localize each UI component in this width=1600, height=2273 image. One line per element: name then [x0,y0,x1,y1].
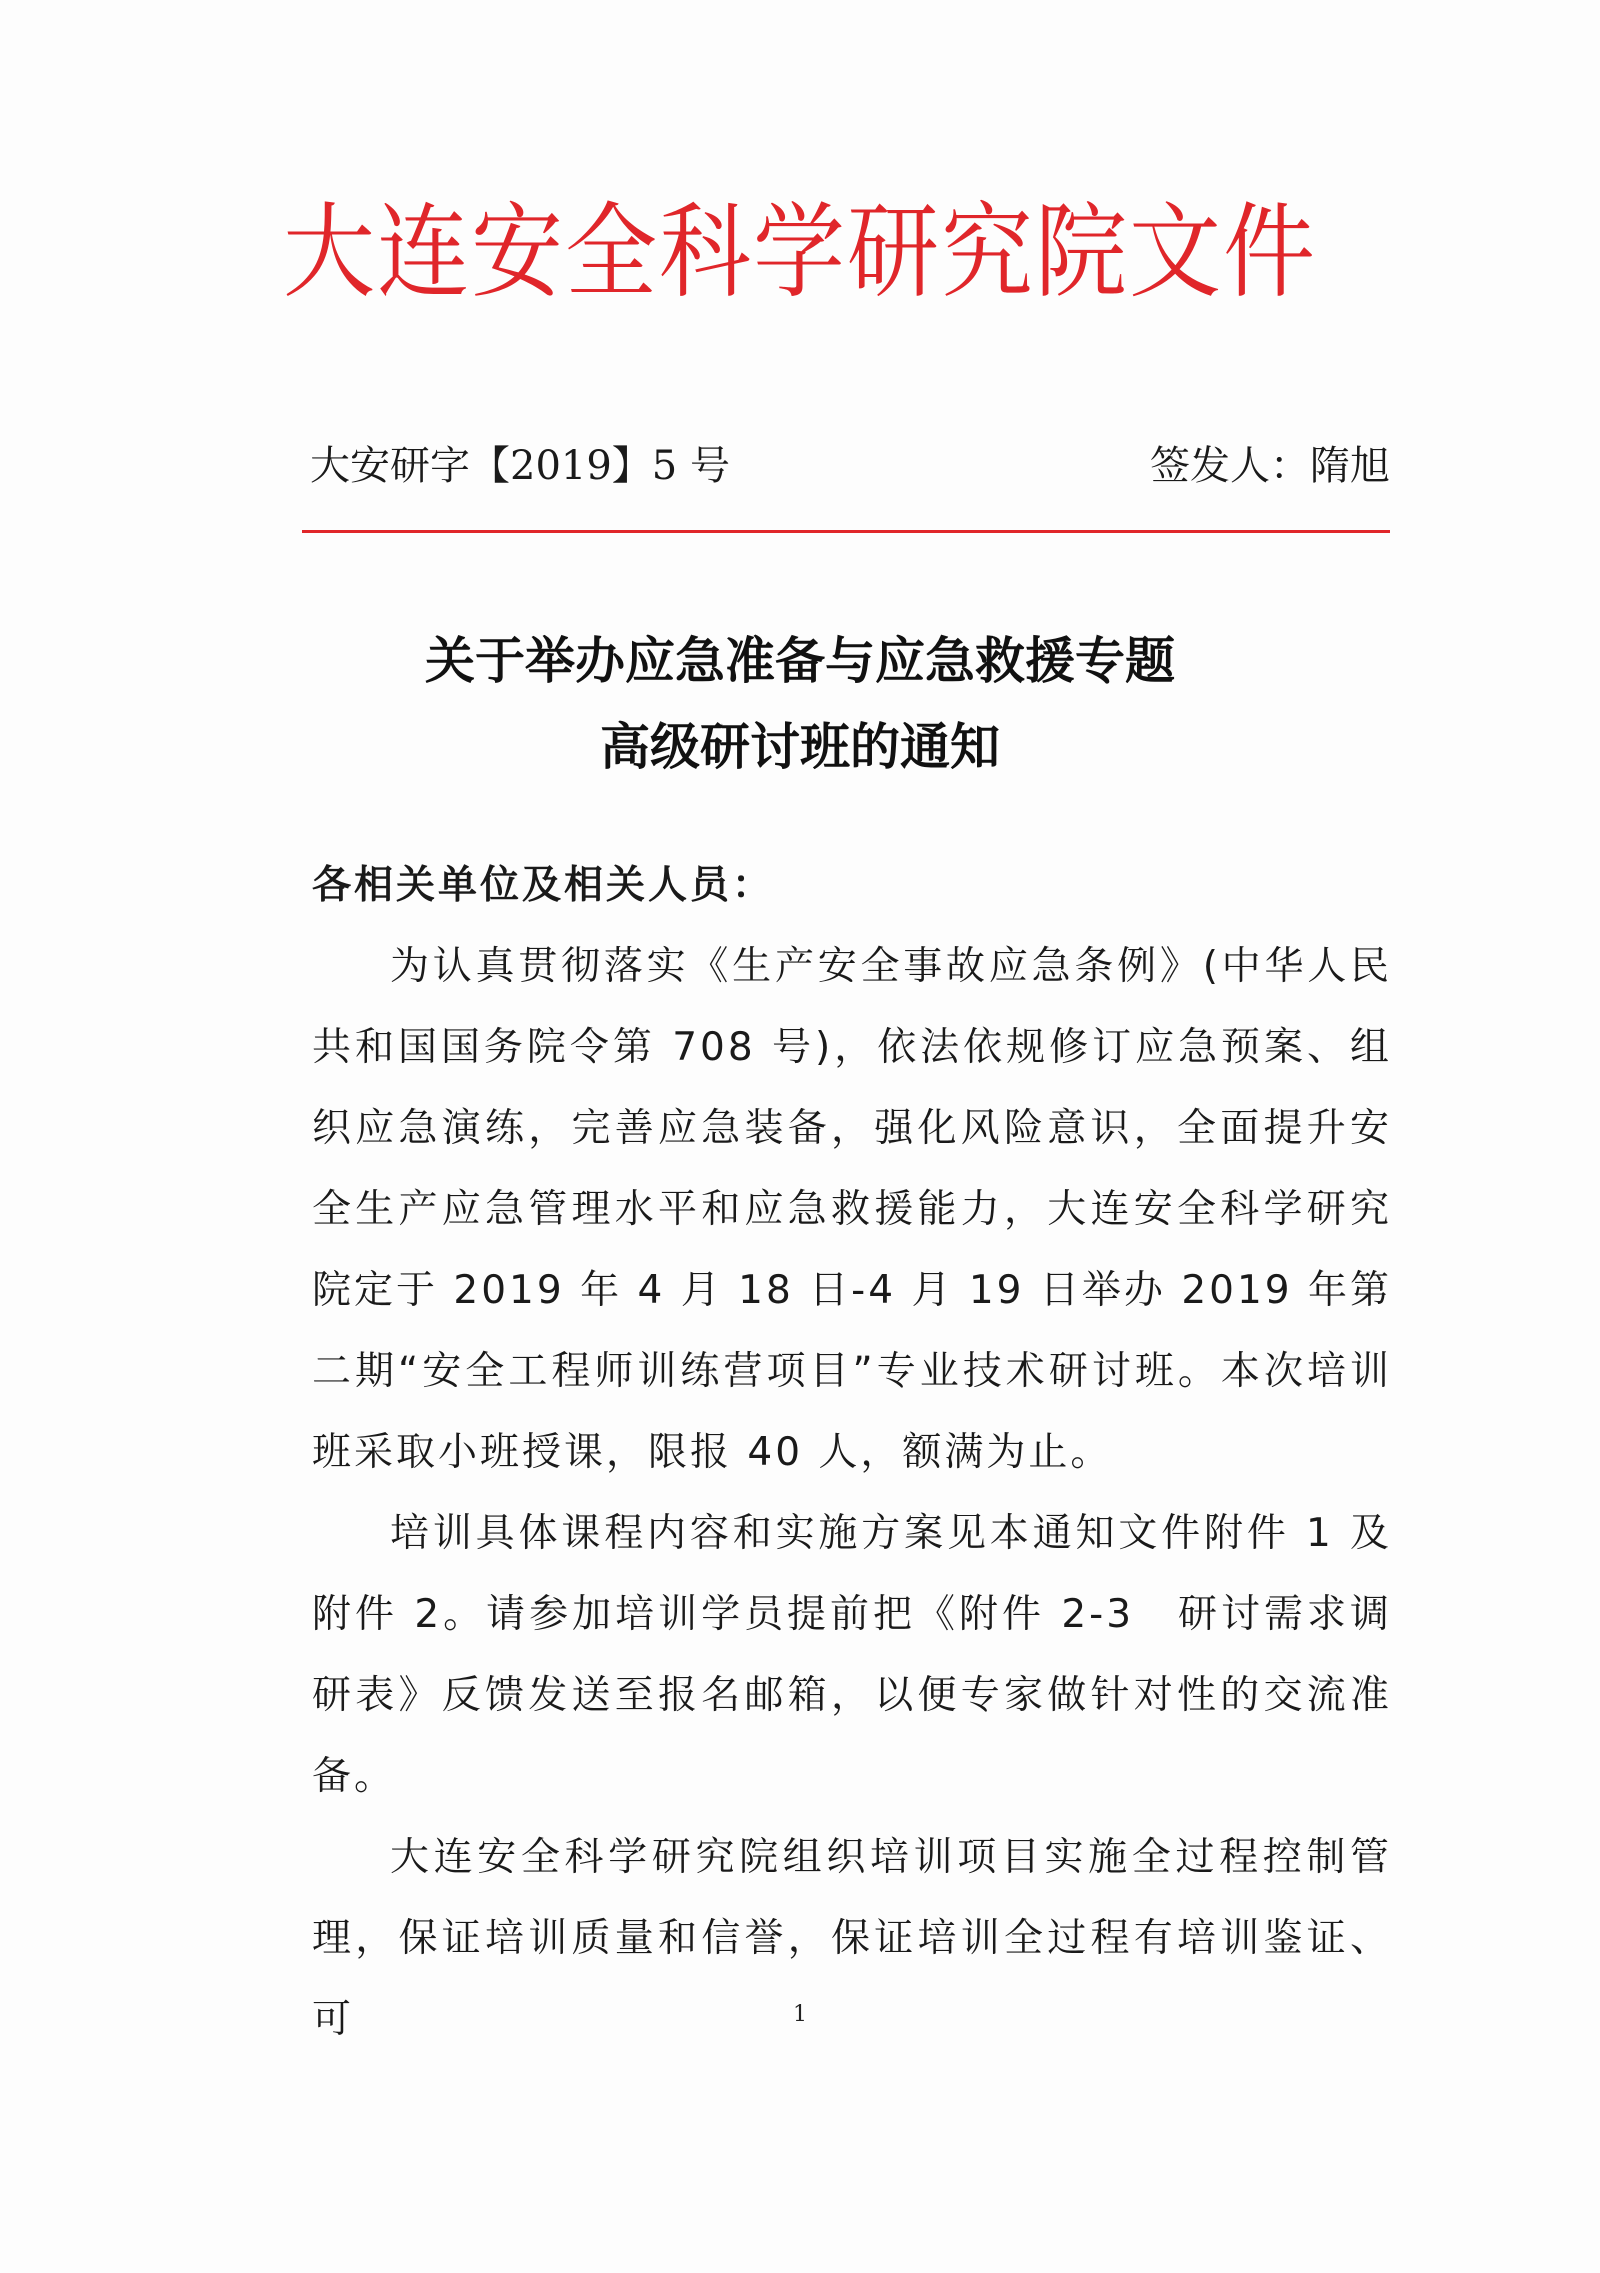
signer: 签发人：隋旭 [1150,443,1390,489]
salutation: 各相关单位及相关人员： [312,863,775,908]
red-divider [302,530,1390,533]
notice-title-line-1: 关于举办应急准备与应急救援专题 [425,632,1175,690]
masthead-title: 大连安全科学研究院文件 [282,192,1317,313]
document-meta [310,436,1390,496]
document-number: 大安研字【2019】5 号 [310,443,730,489]
notice-title [0,618,1600,790]
page-number: 1 [793,2002,807,2027]
body-paragraph-2: 培训具体课程内容和实施方案见本通知文件附件 1 及附件 2。请参加培训学员提前把《附件 2-3 研讨需求调研表》反馈发送至报名邮箱，以便专家做针对性的交流准备。 [312,1511,1392,1799]
notice-body [312,845,1392,2060]
notice-title-line-2: 高级研讨班的通知 [600,718,1000,776]
body-paragraph-1: 为认真贯彻落实《生产安全事故应急条例》(中华人民共和国国务院令第 708 号)，依法依规修订应急预案、组织应急演练，完善应急装备，强化风险意识，全面提升安全生产应急管理水平和应急救援能力，大连安全科学研究院定于 2019 年 4 月 18 日-4 月 19 日举办 2019 年第二期“安全工程师训练营项目”专业技术研讨班。本次培训班采取小班授课，限报 40 人，额满为止。 [312,944,1392,1475]
body-paragraph-3: 大连安全科学研究院组织培训项目实施全过程控制管理，保证培训质量和信誉，保证培训全过程有培训鉴证、可 [312,1835,1392,2042]
